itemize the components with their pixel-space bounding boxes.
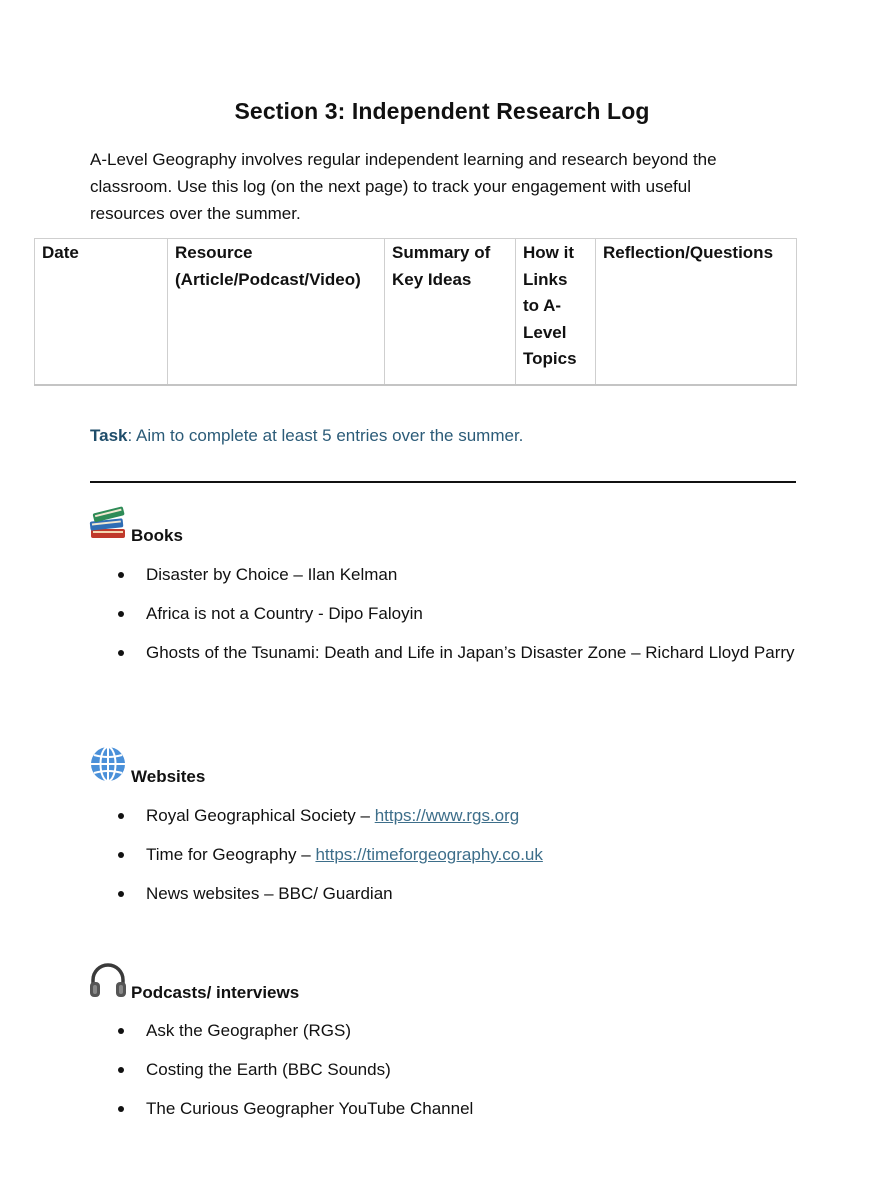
list-item: Ask the Geographer (RGS) bbox=[0, 1018, 806, 1044]
task-note bbox=[90, 426, 523, 446]
task-label: Task bbox=[90, 426, 128, 445]
list-item: The Curious Geographer YouTube Channel bbox=[0, 1096, 806, 1122]
header-reflection: Reflection/Questions bbox=[596, 239, 797, 386]
intro-line: classroom. Use this log (on the next page) to track your engagement with useful bbox=[90, 177, 691, 196]
books-heading bbox=[88, 505, 388, 545]
header-links: How it Links to A- Level Topics bbox=[516, 239, 596, 386]
books-title: Books bbox=[131, 526, 183, 545]
list-item: Royal Geographical Society – https://www.rgs.org bbox=[0, 803, 806, 829]
rgs-link[interactable]: https://www.rgs.org bbox=[374, 806, 520, 825]
timeforgeography-link[interactable]: https://timeforgeography.co.uk bbox=[315, 845, 543, 864]
podcasts-list bbox=[0, 1018, 874, 1135]
intro-line: A-Level Geography involves regular independent learning and research beyond the bbox=[90, 150, 717, 169]
intro-line: resources over the summer. bbox=[90, 204, 301, 223]
list-item: Costing the Earth (BBC Sounds) bbox=[0, 1057, 806, 1083]
intro-paragraph bbox=[90, 146, 790, 227]
list-item: Africa is not a Country - Dipo Faloyin bbox=[0, 601, 806, 627]
research-log-table bbox=[34, 238, 797, 386]
websites-title: Websites bbox=[131, 767, 206, 786]
headphones-icon bbox=[88, 961, 128, 999]
task-text: : Aim to complete at least 5 entries over the summer. bbox=[127, 426, 524, 445]
websites-heading bbox=[88, 745, 388, 785]
podcasts-heading bbox=[88, 961, 388, 1001]
list-item: Ghosts of the Tsunami: Death and Life in Japan’s Disaster Zone – Richard Lloyd Parry bbox=[0, 640, 806, 666]
header-date: Date bbox=[35, 239, 168, 386]
list-item: Disaster by Choice – Ilan Kelman bbox=[0, 562, 806, 588]
list-item: Time for Geography – https://timeforgeography.co.uk bbox=[0, 842, 806, 868]
section-divider bbox=[90, 481, 796, 483]
list-item: News websites – BBC/ Guardian bbox=[0, 881, 806, 907]
podcasts-title: Podcasts/ interviews bbox=[131, 983, 300, 1002]
globe-icon bbox=[88, 745, 128, 783]
header-resource: Resource (Article/Podcast/Video) bbox=[168, 239, 385, 386]
header-summary: Summary of Key Ideas bbox=[385, 239, 516, 386]
table-header-row bbox=[35, 239, 797, 386]
books-icon bbox=[88, 505, 128, 543]
page-title: Section 3: Independent Research Log bbox=[234, 98, 650, 124]
books-list bbox=[0, 562, 874, 679]
websites-list bbox=[0, 803, 874, 920]
